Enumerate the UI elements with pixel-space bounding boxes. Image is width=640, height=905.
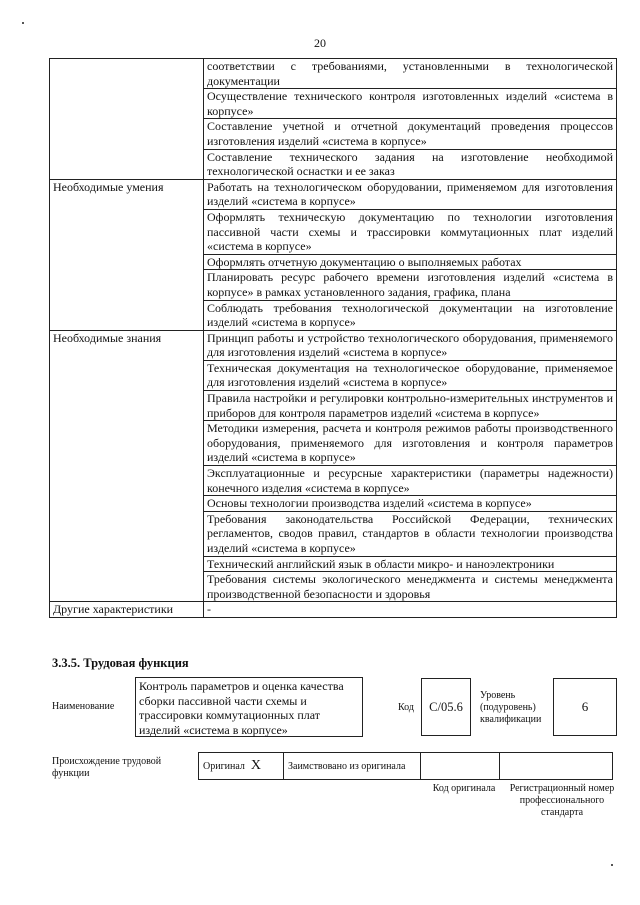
row-item: Работать на технологическом оборудовании, применяемом для изготовления изделий «система в корпусе» (204, 179, 617, 209)
row-item: Основы технологии производства изделий «система в корпусе» (204, 496, 617, 512)
original-cell (199, 753, 284, 780)
origin-label: Происхождение трудовой функции (52, 756, 162, 779)
row-item: соответствии с требованиями, установленными в технологической документации (204, 59, 617, 89)
name-label: Наименование (52, 701, 115, 712)
original-code-cell (421, 753, 500, 780)
row-item: Техническая документация на технологическое оборудование, применяемое для изготовления изделий «система в корпусе» (204, 360, 617, 390)
borrowed-cell (284, 753, 421, 780)
row-item: Требования системы экологического менеджмента и системы менеджмента производственной безопасности и здоровья (204, 572, 617, 602)
row-item: Принцип работы и устройство технологического оборудования, применяемого для изготовления изделий «система в корпусе» (204, 330, 617, 360)
row-label: Необходимые умения (50, 179, 204, 330)
level-label: Уровень (подуровень) квалификации (480, 690, 542, 725)
row-item: Соблюдать требования технологической документации на изготовление изделий «система в корпусе» (204, 300, 617, 330)
code-box: С/05.6 (421, 678, 471, 736)
row-item: Оформлять техническую документацию по технологии изготовления пассивной части схемы и трассировки коммутационных плат изделий «система в корпусе» (204, 209, 617, 254)
row-item: Требования законодательства Российской Федерации, технических регламентов, сводов правил, стандартов в области технологии производства изделий «система в корпусе» (204, 511, 617, 556)
row-item: Осуществление технического контроля изготовленных изделий «система в корпусе» (204, 89, 617, 119)
competency-table (49, 58, 617, 618)
row-item: Составление технического задания на изготовление необходимой технологической оснастки и ее заказ (204, 149, 617, 179)
level-box: 6 (553, 678, 617, 736)
original-label: Оригинал (203, 761, 245, 772)
code-caption: Код оригинала (432, 783, 496, 794)
reg-number-cell (500, 753, 613, 780)
row-item: Эксплуатационные и ресурсные характеристики (параметры надежности) конечного изделия «система в корпусе» (204, 466, 617, 496)
row-item: Планировать ресурс рабочего времени изготовления изделий «система в корпусе» в рамках установленного задания, графика, плана (204, 270, 617, 300)
table-row (50, 59, 617, 89)
row-label: Необходимые знания (50, 330, 204, 602)
reg-caption: Регистрационный номер профессионального стандарта (509, 783, 615, 818)
row-item: Методики измерения, расчета и контроля режимов работы производственного оборудования, применяемого для изготовления и контроля параметров изделий «система в корпусе» (204, 421, 617, 466)
scan-speck (611, 864, 613, 866)
row-item: Оформлять отчетную документацию о выполняемых работах (204, 254, 617, 270)
borrowed-label: Заимствовано из оригинала (288, 760, 406, 772)
table-row (50, 179, 617, 209)
row-item: Составление учетной и отчетной документаций проведения процессов изготовления изделий «система в корпусе» (204, 119, 617, 149)
original-mark: Х (250, 758, 262, 773)
function-name-box: Контроль параметров и оценка качества сборки пассивной части схемы и трассировки коммутационных плат изделий «система в корпусе» (135, 677, 363, 737)
origin-table (198, 752, 613, 780)
row-label (50, 59, 204, 180)
row-item: Правила настройки и регулировки контрольно-измерительных инструментов и приборов для контроля параметров изделий «система в корпусе» (204, 391, 617, 421)
code-label: Код (398, 702, 414, 713)
table-row (50, 330, 617, 360)
row-label: Другие характеристики (50, 602, 204, 618)
section-title: 3.3.5. Трудовая функция (52, 656, 189, 670)
table-row (50, 602, 617, 618)
row-item: - (204, 602, 617, 618)
scan-speck (22, 22, 24, 24)
page-number: 20 (314, 36, 326, 50)
row-item: Технический английский язык в области микро- и наноэлектроники (204, 556, 617, 572)
